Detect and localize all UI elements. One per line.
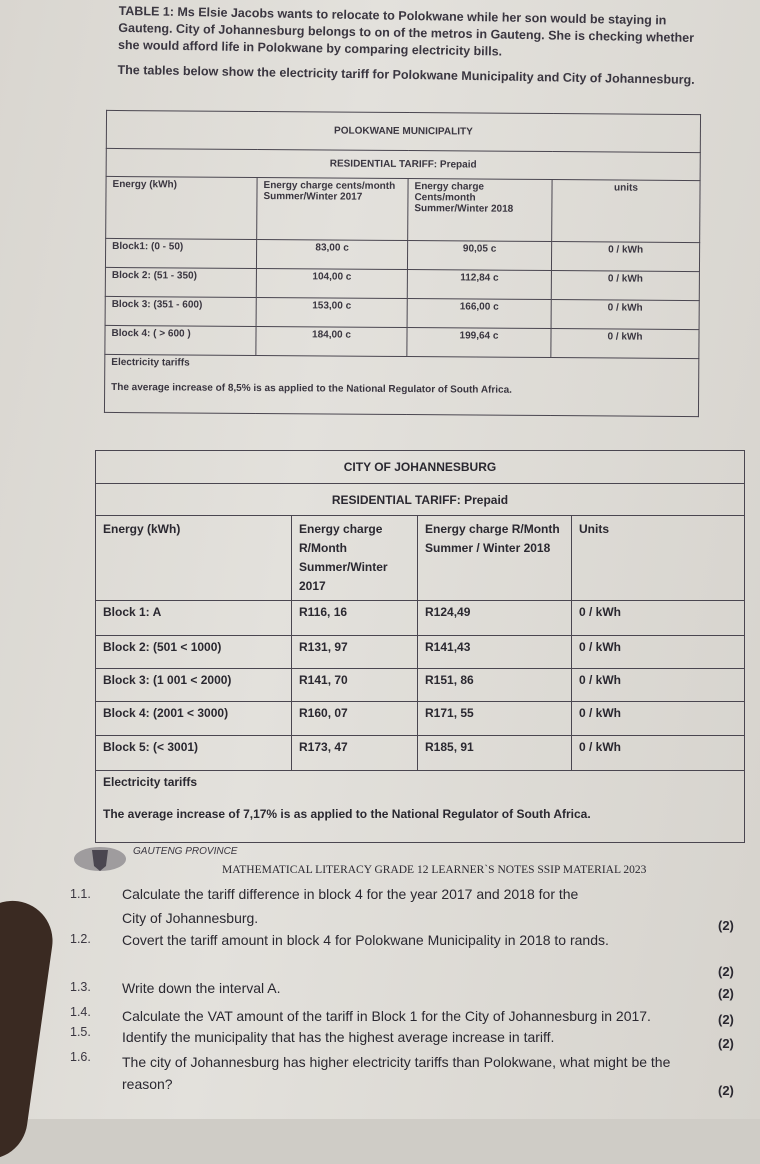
table-row bbox=[105, 296, 699, 329]
footer-label: Electricity tariffs bbox=[103, 775, 198, 789]
cell: 0 / kWh bbox=[572, 669, 745, 702]
cell: R116, 16 bbox=[292, 601, 418, 636]
table-subtitle: RESIDENTIAL TARIFF: Prepaid bbox=[96, 484, 745, 516]
intro-paragraph-1: Ms Elsie Jacobs wants to relocate to Polokwane while her son would be staying in Gauteng. City of Johannesburg belongs to on of the metros in Gauteng. She is checking whether she would afford life in Polokwane by comparing electricity bills. bbox=[117, 4, 695, 59]
table-subtitle: RESIDENTIAL TARIFF: Prepaid bbox=[106, 148, 700, 180]
marks: (2) bbox=[718, 964, 734, 979]
marks: (2) bbox=[718, 1036, 734, 1051]
marks: (2) bbox=[718, 1012, 734, 1027]
cell: R131, 97 bbox=[292, 636, 418, 669]
header-cell: units bbox=[552, 180, 700, 243]
footer-label: Electricity tariffs bbox=[111, 356, 190, 369]
cell: 0 / kWh bbox=[551, 271, 699, 301]
table-footer bbox=[104, 354, 698, 416]
cell: Block 5: (< 3001) bbox=[96, 736, 292, 771]
table-row bbox=[96, 736, 745, 771]
table-row bbox=[96, 601, 745, 636]
table-row bbox=[105, 267, 699, 300]
question-number: 1.4. bbox=[70, 1005, 91, 1019]
cell: R151, 86 bbox=[418, 669, 572, 702]
johannesburg-tariff-table bbox=[95, 450, 745, 843]
header-cell: Energy (kWh) bbox=[106, 176, 257, 239]
cell: Block 2: (501 < 1000) bbox=[96, 636, 292, 669]
gauteng-province-label: GAUTENG PROVINCE bbox=[133, 846, 238, 857]
intro-paragraph-2: The tables below show the electricity tariff for Polokwane Municipality and City of Johannesburg. bbox=[117, 62, 695, 87]
marks: (2) bbox=[718, 1083, 734, 1098]
table-row bbox=[96, 669, 745, 702]
header-cell: Energy charge R/Month Summer / Winter 2018 bbox=[418, 516, 572, 601]
question-text: Write down the interval A. bbox=[122, 980, 281, 996]
table-row bbox=[105, 325, 699, 358]
cell: 90,05 c bbox=[407, 241, 551, 271]
cell: R124,49 bbox=[418, 601, 572, 636]
cell: Block 4: (2001 < 3000) bbox=[96, 702, 292, 736]
cell: Block1: (0 - 50) bbox=[105, 238, 256, 268]
header-cell: Energy charge cents/month Summer/Winter 2017 bbox=[257, 177, 408, 240]
increase-note: The average increase of 8,5% is as applied to the National Regulator of South Africa. bbox=[111, 381, 512, 396]
question-text: Calculate the tariff difference in block 4 for the year 2017 and 2018 for the bbox=[122, 886, 579, 902]
table-label: TABLE 1: bbox=[118, 3, 175, 19]
question-text: reason? bbox=[122, 1076, 173, 1092]
cell: 0 / kWh bbox=[551, 329, 699, 359]
table-title: CITY OF JOHANNESBURG bbox=[96, 451, 745, 484]
question-text: The city of Johannesburg has higher electricity tariffs than Polokwane, what might be the bbox=[122, 1054, 671, 1070]
question-number: 1.2. bbox=[70, 932, 91, 946]
header-cell: Energy charge R/Month Summer/Winter 2017 bbox=[292, 516, 418, 601]
question-number: 1.1. bbox=[70, 887, 91, 901]
cell: R160, 07 bbox=[292, 702, 418, 736]
cell: R171, 55 bbox=[418, 702, 572, 736]
question-text: City of Johannesburg. bbox=[122, 910, 259, 926]
header-cell: Energy charge Cents/month Summer/Winter 2018 bbox=[408, 179, 552, 242]
cell: 0 / kWh bbox=[572, 636, 745, 669]
cell: 83,00 c bbox=[256, 239, 407, 269]
cell: 0 / kWh bbox=[551, 300, 699, 330]
page-header-title: MATHEMATICAL LITERACY GRADE 12 LEARNER`S NOTES SSIP MATERIAL 2023 bbox=[222, 864, 647, 876]
cell: 104,00 c bbox=[256, 268, 407, 298]
gauteng-coat-of-arms-logo bbox=[70, 844, 130, 874]
cell: Block 3: (351 - 600) bbox=[105, 296, 256, 326]
table-row bbox=[96, 702, 745, 736]
cell: 0 / kWh bbox=[572, 736, 745, 771]
increase-note: The average increase of 7,17% is as applied to the National Regulator of South Africa. bbox=[103, 807, 591, 821]
cell: 199,64 c bbox=[407, 328, 551, 358]
cell: Block 4: ( > 600 ) bbox=[105, 325, 256, 355]
cell: 0 / kWh bbox=[551, 242, 699, 272]
polokwane-tariff-table bbox=[104, 110, 701, 417]
intro-text bbox=[117, 3, 708, 97]
question-text: Identify the municipality that has the highest average increase in tariff. bbox=[122, 1029, 555, 1045]
marks: (2) bbox=[718, 986, 734, 1001]
table-row bbox=[105, 238, 699, 271]
cell: Block 2: (51 - 350) bbox=[105, 267, 256, 297]
question-number: 1.3. bbox=[70, 980, 91, 994]
cell: 184,00 c bbox=[256, 326, 407, 356]
cell: Block 3: (1 001 < 2000) bbox=[96, 669, 292, 702]
header-cell: Units bbox=[572, 516, 745, 601]
cell: R173, 47 bbox=[292, 736, 418, 771]
question-number: 1.6. bbox=[70, 1050, 91, 1064]
table-row bbox=[96, 636, 745, 669]
question-text: Calculate the VAT amount of the tariff in Block 1 for the City of Johannesburg in 2017. bbox=[122, 1008, 651, 1024]
cell: R141, 70 bbox=[292, 669, 418, 702]
question-number: 1.5. bbox=[70, 1025, 91, 1039]
cell: 0 / kWh bbox=[572, 601, 745, 636]
question-text: Covert the tariff amount in block 4 for Polokwane Municipality in 2018 to rands. bbox=[122, 932, 609, 948]
cell: R185, 91 bbox=[418, 736, 572, 771]
table-title: POLOKWANE MUNICIPALITY bbox=[106, 110, 700, 152]
cell: Block 1: A bbox=[96, 601, 292, 636]
header-cell: Energy (kWh) bbox=[96, 516, 292, 601]
marks: (2) bbox=[718, 918, 734, 933]
cell: 112,84 c bbox=[407, 270, 551, 300]
cell: 166,00 c bbox=[407, 299, 551, 329]
cell: 0 / kWh bbox=[572, 702, 745, 736]
cell: R141,43 bbox=[418, 636, 572, 669]
table-footer bbox=[96, 771, 745, 843]
cell: 153,00 c bbox=[256, 297, 407, 327]
